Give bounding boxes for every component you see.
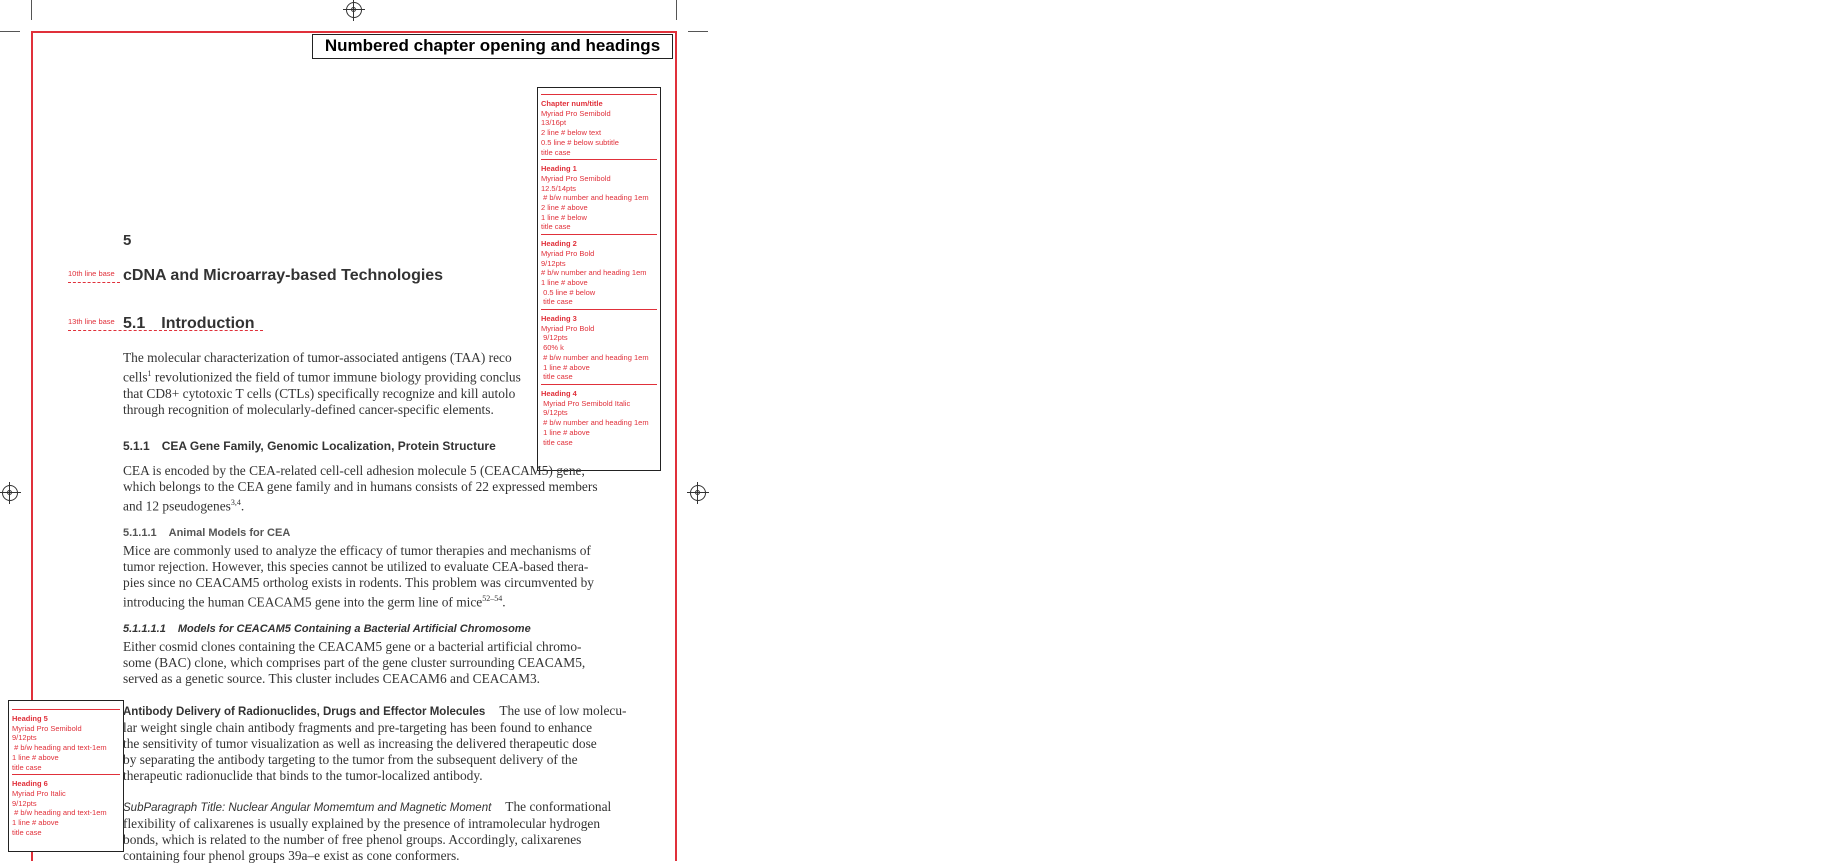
spec-line: 0.5 line # below subtitle	[541, 137, 619, 147]
spec-line: title case	[541, 297, 573, 307]
heading-4	[123, 623, 531, 635]
spec-line: 2 line # above	[541, 203, 588, 213]
heading-3-title: Animal Models for CEA	[168, 527, 291, 539]
spec-divider	[541, 159, 657, 160]
spec-line: # b/w number and heading 1em	[541, 352, 649, 362]
crop-mark-left	[0, 31, 20, 32]
chapter-title: cDNA and Microarray-based Technologies	[123, 267, 444, 284]
spec-line: 9/12pts	[12, 798, 37, 808]
heading-6: SubParagraph Title: Nuclear Angular Momemtum and Magnetic Moment	[123, 802, 492, 814]
spec-line: # b/w heading and text-1em	[12, 743, 107, 753]
spec-line: 1 line # above	[541, 427, 590, 437]
spec-divider	[541, 309, 657, 310]
spec-line: 1 line # below	[541, 212, 587, 222]
spec-divider	[541, 234, 657, 235]
spec-line: title case	[541, 372, 573, 382]
para-line: Antibody Delivery of Radionuclides, Drugs and Effector Molecules The use of low molecu-	[123, 703, 627, 718]
registration-mark-left-icon	[2, 485, 18, 501]
intro-paragraph	[123, 350, 543, 418]
baseline-note-10: 10th line base	[68, 269, 115, 278]
para-line: Mice are commonly used to analyze the efficacy of tumor therapies and mechanisms of	[123, 543, 591, 558]
para-line: CEA is encoded by the CEA-related cell-cell adhesion molecule 5 (CEACAM5) gene,	[123, 463, 585, 478]
spec-line: 1 line # above	[541, 277, 588, 287]
para-line: the sensitivity of tumor visualization as well as increasing the delivered therapeutic dose	[123, 736, 597, 752]
spec-line: Myriad Pro Italic	[12, 788, 66, 798]
heading-1-title: Introduction	[161, 315, 255, 332]
spec-line: title case	[541, 147, 571, 157]
registration-mark-right-icon	[690, 485, 706, 501]
spec-line: # b/w number and heading 1em	[541, 193, 649, 203]
spec-line: # b/w number and heading 1em	[541, 268, 647, 278]
heading-2	[123, 439, 496, 453]
para-line: which belongs to the CEA gene family and in humans consists of 22 expressed members	[123, 479, 598, 495]
spec-line: 9/12pts	[12, 733, 37, 743]
heading-4-paragraph	[123, 639, 603, 687]
spec-line: Myriad Pro Semibold	[541, 108, 611, 118]
spec-line: 0.5 line # below	[541, 287, 596, 297]
heading-2-number: 5.1.1	[123, 439, 150, 453]
spec-line: 1 line # above	[12, 818, 59, 828]
intro-line-2: cells$^1$ revolutionized the field of tumor immune biology providing conclus	[123, 369, 521, 385]
spec-line: title case	[541, 222, 571, 232]
para-line: containing four phenol groups 39a–e exist as cone conformers.	[123, 848, 460, 864]
heading-4-number: 5.1.1.1.1	[123, 623, 166, 635]
chapter-number: 5	[123, 232, 132, 249]
page-title: Numbered chapter opening and headings	[312, 34, 673, 59]
heading-4-title: Models for CEACAM5 Containing a Bacterial Artificial Chromosome	[177, 623, 531, 635]
heading-3-number: 5.1.1.1	[123, 527, 157, 539]
spec-divider	[12, 709, 120, 710]
para-line: pies since no CEACAM5 ortholog exists in rodents. This problem was circumvented by	[123, 575, 594, 591]
spec-divider	[541, 384, 657, 385]
spec-line: Myriad Pro Bold	[541, 323, 595, 333]
intro-line-3: that CD8+ cytotoxic T cells (CTLs) specifically recognize and kill autolo	[123, 385, 516, 401]
para-line: bonds, which is related to the number of free phenol groups. Accordingly, calixarenes	[123, 832, 582, 848]
spec-line: title case	[541, 437, 573, 447]
baseline-note-13: 13th line base	[68, 317, 115, 326]
para-line: and 12 pseudogenes$^{3,4}$.	[123, 498, 245, 514]
spec-heading: Heading 4	[541, 388, 577, 398]
page-margin-right	[675, 31, 677, 861]
page-margin-top	[31, 31, 677, 33]
para-line: introducing the human CEACAM5 gene into the germ line of mice$^{52-54}$.	[123, 594, 506, 610]
spec-line: title case	[12, 762, 42, 772]
intro-line-1: The molecular characterization of tumor-associated antigens (TAA) reco	[123, 350, 512, 365]
para-line: lar weight single chain antibody fragments and pre-targeting has been found to enhance	[123, 720, 593, 736]
spec-line: Myriad Pro Semibold Italic	[541, 398, 631, 408]
intro-line-4: through recognition of molecularly-defined cancer-specific elements.	[123, 401, 494, 417]
crop-mark-right	[688, 31, 708, 32]
spec-line: Myriad Pro Bold	[541, 248, 595, 258]
heading-2-paragraph	[123, 463, 603, 515]
spec-heading: Heading 2	[541, 239, 577, 249]
spec-divider	[12, 774, 120, 775]
spec-heading: Chapter num/title	[541, 99, 603, 108]
para-line: Either cosmid clones containing the CEACAM5 gene or a bacterial artificial chromo-	[123, 639, 582, 654]
crop-mark-top-left	[31, 0, 32, 20]
spec-line: title case	[12, 827, 42, 837]
spec-line: 12.5/14pts	[541, 183, 577, 193]
spec-line: # b/w number and heading 1em	[541, 418, 649, 428]
spec-panel-right	[537, 87, 661, 471]
para-line: served as a genetic source. This cluster includes CEACAM6 and CEACAM3.	[123, 671, 541, 687]
spec-line: Myriad Pro Semibold	[12, 723, 82, 733]
para-line: by separating the antibody targeting to the tumor from the subsequent delivery of the	[123, 752, 578, 768]
heading-5: Antibody Delivery of Radionuclides, Drugs and Effector Molecules	[123, 706, 486, 718]
spec-heading: Heading 5	[12, 714, 48, 723]
spec-line: 13/16pt	[541, 118, 567, 128]
spec-line: 1 line # above	[541, 362, 590, 372]
heading-3	[123, 527, 290, 539]
crop-mark-top-right	[676, 0, 677, 20]
spec-line: 1 line # above	[12, 752, 59, 762]
spec-heading: Heading 6	[12, 779, 48, 789]
spec-line: 60% k	[541, 343, 564, 353]
heading-1	[123, 315, 255, 333]
heading-6-paragraph	[123, 799, 612, 864]
registration-mark-top-icon	[346, 2, 362, 18]
spec-line: 9/12pts	[541, 408, 568, 418]
para-line: flexibility of calixarenes is usually explained by the presence of intramolecular hydrogen	[123, 816, 601, 832]
para-line: therapeutic radionuclide that binds to the tumor-localized antibody.	[123, 768, 483, 784]
spec-heading: Heading 3	[541, 314, 577, 324]
heading-5-paragraph	[123, 703, 627, 784]
para-line: some (BAC) clone, which comprises part of the gene cluster surrounding CEACAM5,	[123, 655, 586, 671]
spec-line: 9/12pts	[541, 258, 566, 268]
spec-divider	[541, 94, 657, 95]
spec-heading: Heading 1	[541, 164, 577, 174]
heading-3-paragraph	[123, 543, 603, 611]
spec-line: Myriad Pro Semibold	[541, 173, 611, 183]
heading-1-number: 5.1	[123, 315, 146, 332]
para-line: tumor rejection. However, this species cannot be utilized to evaluate CEA-based thera-	[123, 559, 589, 575]
spec-line: 2 line # below text	[541, 128, 602, 138]
spec-line: # b/w heading and text-1em	[12, 808, 107, 818]
baseline-guide-10	[68, 282, 120, 283]
spec-panel-left	[8, 700, 124, 852]
para-line: SubParagraph Title: Nuclear Angular Momemtum and Magnetic Moment The conformational	[123, 799, 612, 814]
heading-2-title: CEA Gene Family, Genomic Localization, Protein Structure	[161, 439, 496, 453]
spec-line: 9/12pts	[541, 333, 568, 343]
